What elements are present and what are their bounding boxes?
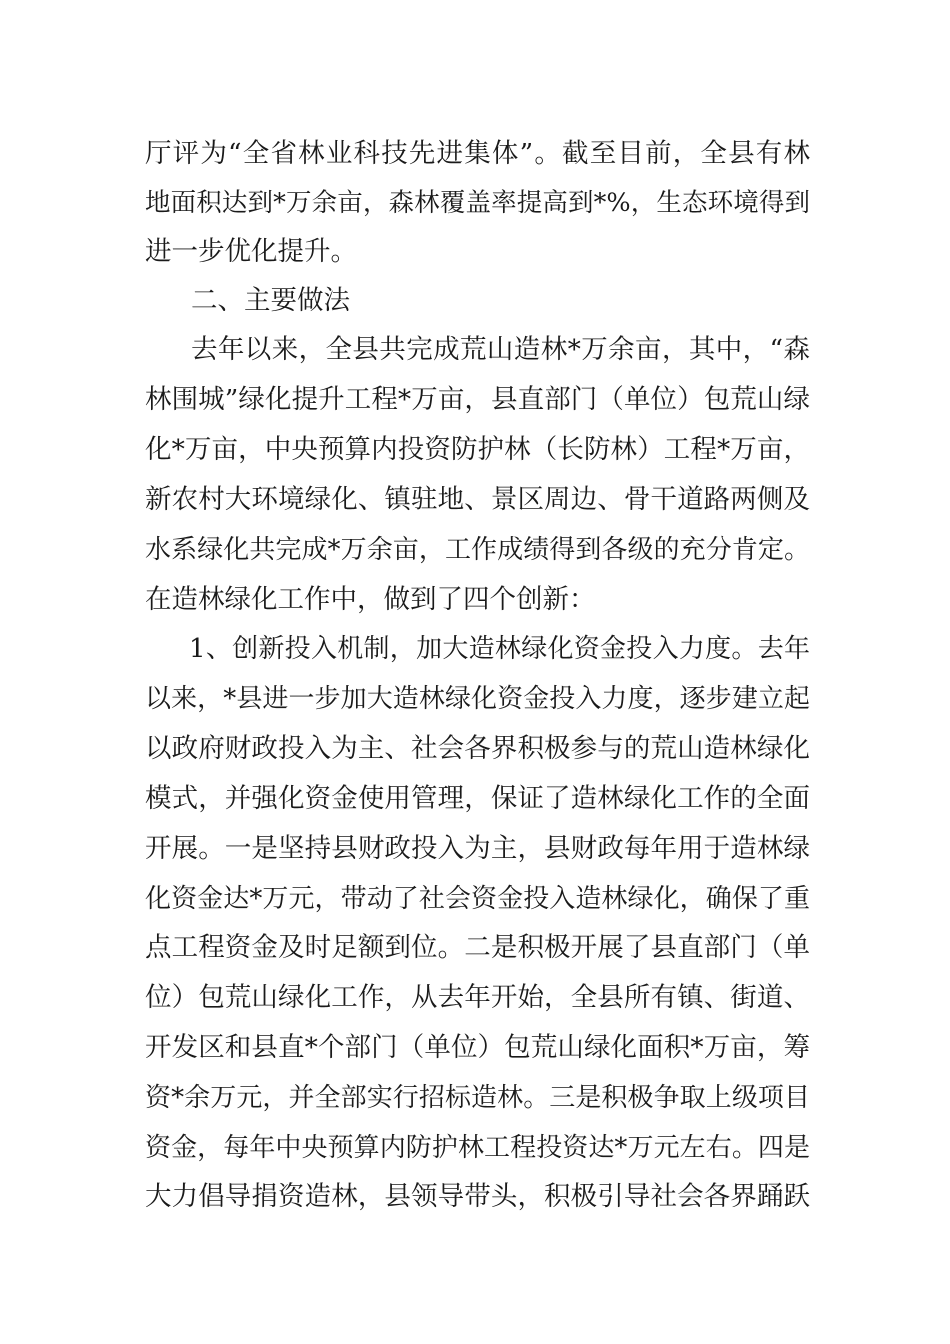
text-line: 开展。一是坚持县财政投入为主，县财政每年用于造林绿: [145, 833, 810, 864]
text-line: 位）包荒山绿化工作，从去年开始，全县所有镇、街道、: [145, 982, 810, 1013]
text-line: 厅评为“全省林业科技先进集体”。截至目前，全县有林: [145, 138, 810, 169]
text-line: 化*万亩，中央预算内投资防护林（长防林）工程*万亩，: [145, 434, 810, 465]
text-line: 点工程资金及时足额到位。二是积极开展了县直部门（单: [145, 932, 810, 963]
text-line: 以政府财政投入为主、社会各界积极参与的荒山造林绿化: [145, 733, 810, 764]
text-line: 水系绿化共完成*万余亩，工作成绩得到各级的充分肯定。: [145, 535, 810, 565]
subsection-heading: 1、创新投入机制，加大造林绿化资金投入力度。去年: [189, 634, 810, 664]
text-line: 资*余万元，并全部实行招标造林。三是积极争取上级项目: [145, 1083, 810, 1113]
text-line: 进一步优化提升。: [145, 236, 357, 267]
text-line: 林围城”绿化提升工程*万亩，县直部门（单位）包荒山绿: [145, 384, 810, 415]
text-line: 开发区和县直*个部门（单位）包荒山绿化面积*万亩，筹: [145, 1032, 810, 1063]
text-line: 化资金达*万元，带动了社会资金投入造林绿化，确保了重: [145, 884, 810, 914]
text-line: 资金，每年中央预算内防护林工程投资达*万元左右。四是: [145, 1133, 810, 1163]
text-line: 新农村大环境绿化、镇驻地、景区周边、骨干道路两侧及: [145, 484, 810, 515]
text-line: 去年以来，全县共完成荒山造林*万余亩，其中，“森: [191, 334, 810, 365]
text-line: 模式，并强化资金使用管理，保证了造林绿化工作的全面: [145, 783, 810, 814]
section-heading: 二、主要做法: [191, 285, 350, 316]
text-line: 大力倡导捐资造林，县领导带头，积极引导社会各界踊跃: [145, 1181, 810, 1212]
text-line: 地面积达到*万余亩，森林覆盖率提高到*%，生态环境得到: [145, 188, 810, 218]
text-line: 在造林绿化工作中，做到了四个创新：: [145, 584, 596, 615]
text-line: 以来，*县进一步加大造林绿化资金投入力度，逐步建立起: [145, 684, 810, 714]
